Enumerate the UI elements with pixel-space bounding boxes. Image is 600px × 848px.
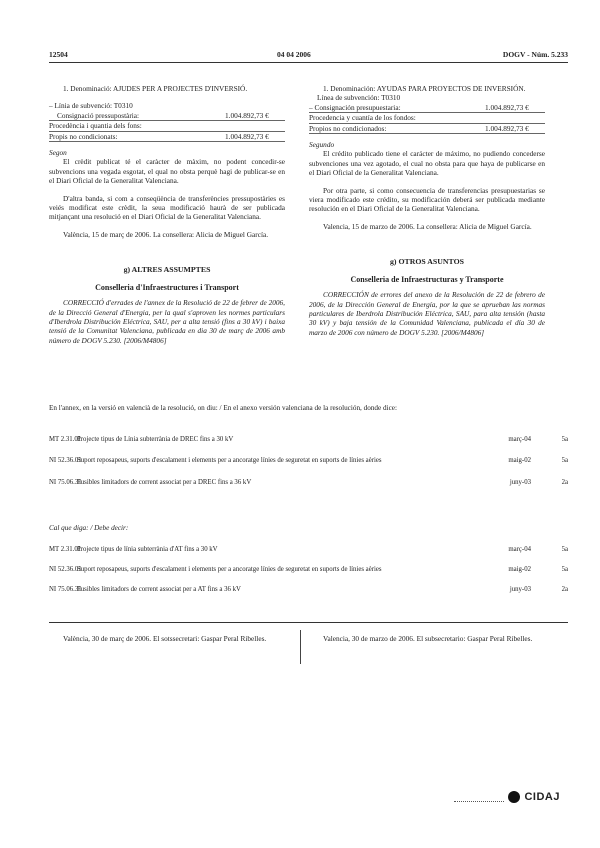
- column-valencian: [49, 84, 285, 345]
- origin-label: Procedència i quantia dels fons:: [49, 121, 142, 131]
- table-row: NI 75.06.31 Fusibles limitadors de corrent associat per a AT fins a 36 kV juny-03 2a: [49, 586, 568, 593]
- table-row: NI 52.36.01 Suport reposapeus, suports d'escalament i elements per a ancoratge línies de seguretat en suports de línies aèries maig-02 5a: [49, 566, 568, 573]
- column-spanish: [309, 84, 545, 337]
- budget-row: Consignació pressupostària: 1.004.892,73 €: [57, 110, 269, 120]
- second-heading: Segon: [49, 148, 67, 158]
- section-org: Conselleria de Infraestructuras y Transporte: [350, 274, 504, 284]
- own-row: Propis no condicionats: 1.004.892,73 €: [49, 131, 269, 141]
- footer-rule: [49, 622, 568, 623]
- footer-signature-valencian: València, 30 de març de 2006. El sotssecretari: Gaspar Peral Ribelles.: [63, 634, 267, 643]
- cidaj-logo: CIDAJ: [454, 791, 560, 803]
- table-row: MT 2.31.01 Projecte tipus de línia subterrània d'AT fins a 30 kV març-04 5a: [49, 546, 568, 553]
- section-org: Conselleria d'Infraestructures i Transport: [95, 282, 239, 292]
- table-row: NI 75.06.31 Fusibles limitadors de corrent associat per a DREC fins a 36 kV juny-03 2a: [49, 479, 568, 486]
- section-title: g) OTROS ASUNTOS: [390, 257, 464, 267]
- journal-issue: DOGV - Núm. 5.233: [502, 50, 568, 59]
- column-divider: [300, 630, 301, 664]
- own-row: Propios no condicionados: 1.004.892,73 €: [309, 123, 529, 133]
- second-text: El crédito publicado tiene el carácter de máximo, no pudiendo concederse subvenciones una vez agotado, el cual no obsta para que haya de publicarse en el Diari Oficial de la Generalitat Valenciana.: [309, 149, 545, 178]
- origin-label: Procedencia y cuantía de los fondos:: [309, 113, 416, 123]
- second-text: El crèdit publicat té el caràcter de màxim, no podent concedir-se subvencions una vegada esgotat, el qual no obsta perquè hagi de publicar-se en el Diari Oficial de la Generalitat Valenciana.: [49, 157, 285, 186]
- budget-row: – Consignación presupuestaria: 1.004.892,73 €: [309, 102, 529, 112]
- table-row: MT 2.31.01 Projecte tipus de Línia subterrània de DREC fins a 30 kV març-04 5a: [49, 436, 568, 443]
- table-row: NI 52.36.01 Suport reposapeus, suports d'escalament i elements per a ancoratge línies de seguretat en suports de línies aèries maig-02 5a: [49, 457, 568, 464]
- annex-intro: En l'annex, en la versió en valencià de la resolució, on diu: / En el anexo versión valenciana de la resolución, donde dice:: [49, 404, 397, 412]
- denomination: 1. Denominación: AYUDAS PARA PROYECTOS DE INVERSIÓN.: [323, 84, 526, 93]
- should-say: Cal que diga: / Debe decir:: [49, 524, 129, 532]
- signature: Valencia, 15 de marzo de 2006. La consellera: Alicia de Miguel García.: [323, 221, 532, 231]
- third-text: D'altra banda, si com a conseqüència de transferències pressupostàries es veiés modificat este crèdit, la seua modificació haurà de ser publicada mitjançant una resolució en el Diari Oficial de la Generalitat Valenciana.: [49, 193, 285, 222]
- section-title: g) ALTRES ASSUMPTES: [123, 265, 211, 275]
- logo-mark-icon: [508, 791, 520, 803]
- header-rule: [49, 62, 568, 63]
- denomination: 1. Denominació: AJUDES PER A PROJECTES D'INVERSIÓ.: [63, 84, 248, 93]
- signature: València, 15 de març de 2006. La consellera: Alicia de Miguel García.: [63, 229, 269, 239]
- line-label: – Línia de subvenció: T0310: [49, 101, 133, 111]
- section-abstract: CORRECCIÓ d'errades de l'annex de la Resolució de 22 de febrer de 2006, de la Direcció General d'Energia, per la qual s'aproven les normes particulars d'Iberdrola Distribución Eléctrica, SAU, per a alta tensió (fins a 30 kV) i baixa tensió de la Comunitat Valenciana, publicada en dia 30 de març de 2006 amb número de DOGV 5.230. [2006/M4806]: [49, 298, 285, 345]
- footer-signature-spanish: Valencia, 30 de marzo de 2006. El subsecretario: Gaspar Peral Ribelles.: [323, 634, 533, 643]
- section-abstract: CORRECCIÓN de errores del anexo de la Resolución de 22 de febrero de 2006, de la Dirección General de Energía, por la que se aprueban las normas particulares de Iberdrola Distribución Eléctrica, SAU, para alta tensión (hasta 30 kV) y baja tensión de la Comunidad Valenciana, publicada el día 30 de marzo de 2006 con número de DOGV 5.230. [2006/M4806]: [309, 290, 545, 337]
- issue-date: 04 04 2006: [277, 50, 311, 59]
- third-text: Por otra parte, si como consecuencia de transferencias presupuestarias se viera modificado este crédito, su modificación deberá ser publicada mediante resolución en el Diari Oficial de la Generalitat Valenciana.: [309, 185, 545, 214]
- page-number: 12504: [49, 50, 68, 59]
- line-label: Línea de subvención: T0310: [317, 93, 401, 103]
- second-heading: Segundo: [309, 140, 335, 150]
